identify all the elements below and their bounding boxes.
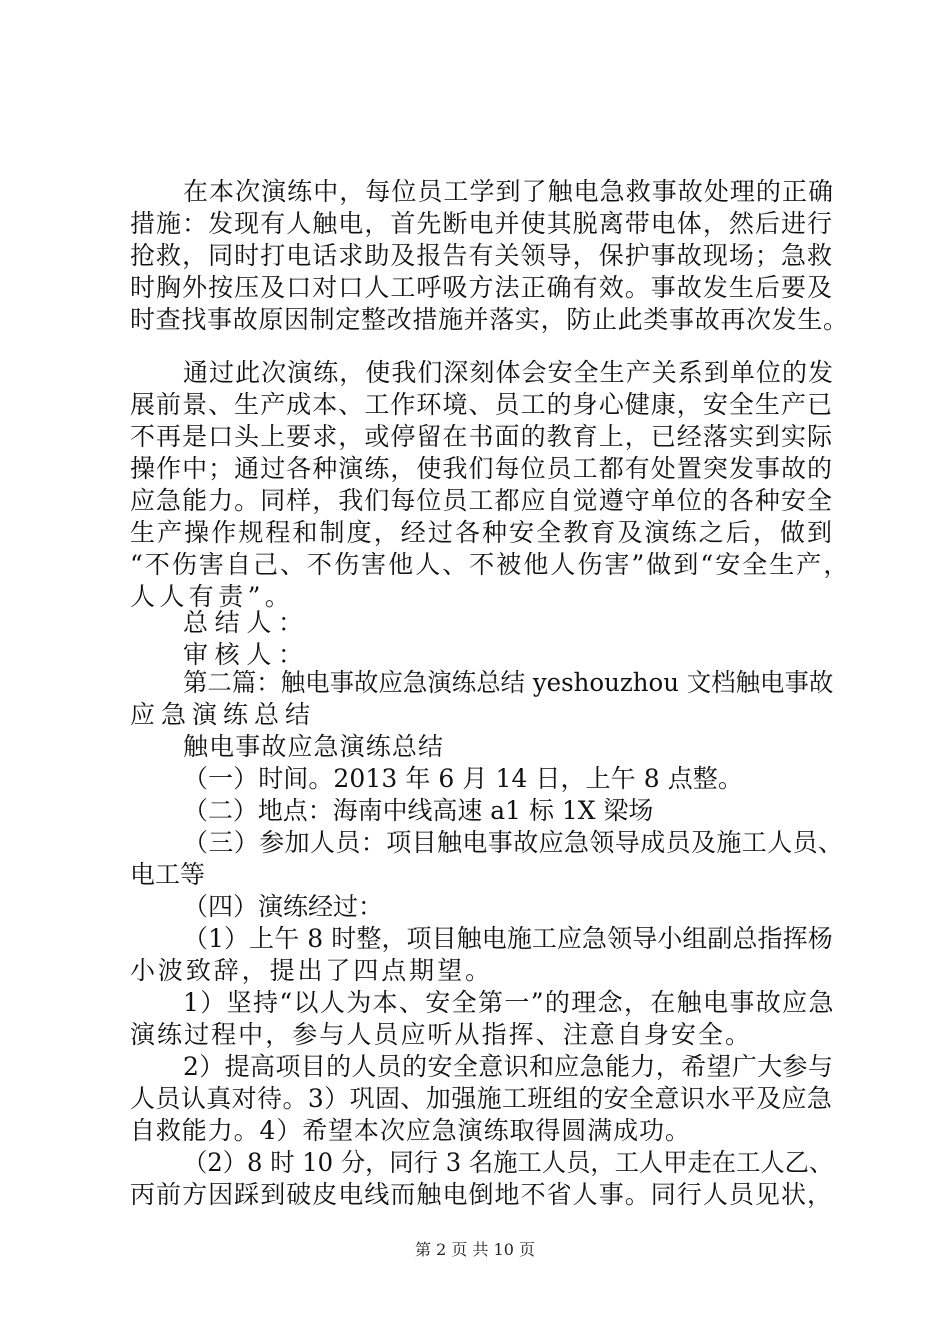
item-participants-line-2: 电工等 — [130, 860, 206, 889]
page-footer: 第 2 页 共 10 页 — [415, 1240, 535, 1259]
paragraph-line-3: 抢救，同时打电话求助及报告有关领导，保护事故现场；急救 — [130, 241, 834, 270]
expectation-1-line-2: 演练过程中，参与人员应听从指挥、注意自身安全。 — [130, 1020, 753, 1049]
item-location: （二）地点：海南中线高速 a1 标 1X 梁场 — [183, 796, 654, 825]
document-subtitle: 触电事故应急演练总结 — [183, 732, 445, 761]
item-time: （一）时间。2013 年 6 月 14 日，上午 8 点整。 — [183, 764, 743, 793]
expectation-1-line-1: 1）坚持“以人为本、安全第一”的理念，在触电事故应急 — [183, 988, 835, 1017]
reviewer: 审核人： — [183, 640, 310, 669]
expectation-2-line-3: 自救能力。4）希望本次应急演练取得圆满成功。 — [130, 1116, 691, 1145]
process-step-2-line-1: （2）8 时 10 分，同行 3 名施工人员，工人甲走在工人乙、 — [183, 1148, 834, 1177]
paragraph-line-9: 操作中；通过各种演练，使我们每位员工都有处置突发事故的 — [130, 454, 834, 483]
paragraph-line-7: 展前景、生产成本、工作环境、员工的身心健康，安全生产已 — [130, 390, 834, 419]
item-process: （四）演练经过： — [183, 892, 384, 921]
section-title-line-1: 第二篇：触电事故应急演练总结 yeshouzhou 文档触电事故 — [183, 668, 834, 697]
summary-author: 总结人： — [183, 608, 310, 637]
paragraph-line-5: 时查找事故原因制定整改措施并落实，防止此类事故再次发生。 — [130, 305, 849, 334]
paragraph-line-1: 在本次演练中，每位员工学到了触电急救事故处理的正确 — [183, 177, 835, 206]
process-step-1-line-2: 小波致辞，提出了四点期望。 — [130, 956, 493, 985]
expectation-2-line-1: 2）提高项目的人员的安全意识和应急能力，希望广大参与 — [183, 1052, 834, 1081]
section-title-line-2: 应急演练总结 — [130, 700, 317, 729]
paragraph-line-12: “不伤害自己、不伤害他人、不被他人伤害”做到“安全生产， — [130, 550, 851, 579]
expectation-2-line-2: 人员认真对待。3）巩固、加强施工班组的安全意识水平及应急 — [130, 1084, 833, 1113]
item-participants-line-1: （三）参加人员：项目触电事故应急领导成员及施工人员、 — [183, 828, 844, 857]
paragraph-line-4: 时胸外按压及口对口人工呼吸方法正确有效。事故发生后要及 — [130, 273, 834, 302]
process-step-1-line-1: （1）上午 8 时整，项目触电施工应急领导小组副总指挥杨 — [183, 924, 833, 953]
process-step-2-line-2: 丙前方因踩到破皮电线而触电倒地不省人事。同行人员见状， — [130, 1180, 834, 1209]
paragraph-line-13: 人人有责”。 — [130, 582, 295, 611]
paragraph-line-2: 措施：发现有人触电，首先断电并使其脱离带电体，然后进行 — [130, 209, 834, 238]
paragraph-line-6: 通过此次演练，使我们深刻体会安全生产关系到单位的发 — [183, 358, 835, 387]
paragraph-line-8: 不再是口头上要求，或停留在书面的教育上，已经落实到实际 — [130, 422, 834, 451]
paragraph-line-10: 应急能力。同样，我们每位员工都应自觉遵守单位的各种安全 — [130, 486, 834, 515]
paragraph-line-11: 生产操作规程和制度，经过各种安全教育及演练之后，做到 — [130, 518, 835, 547]
